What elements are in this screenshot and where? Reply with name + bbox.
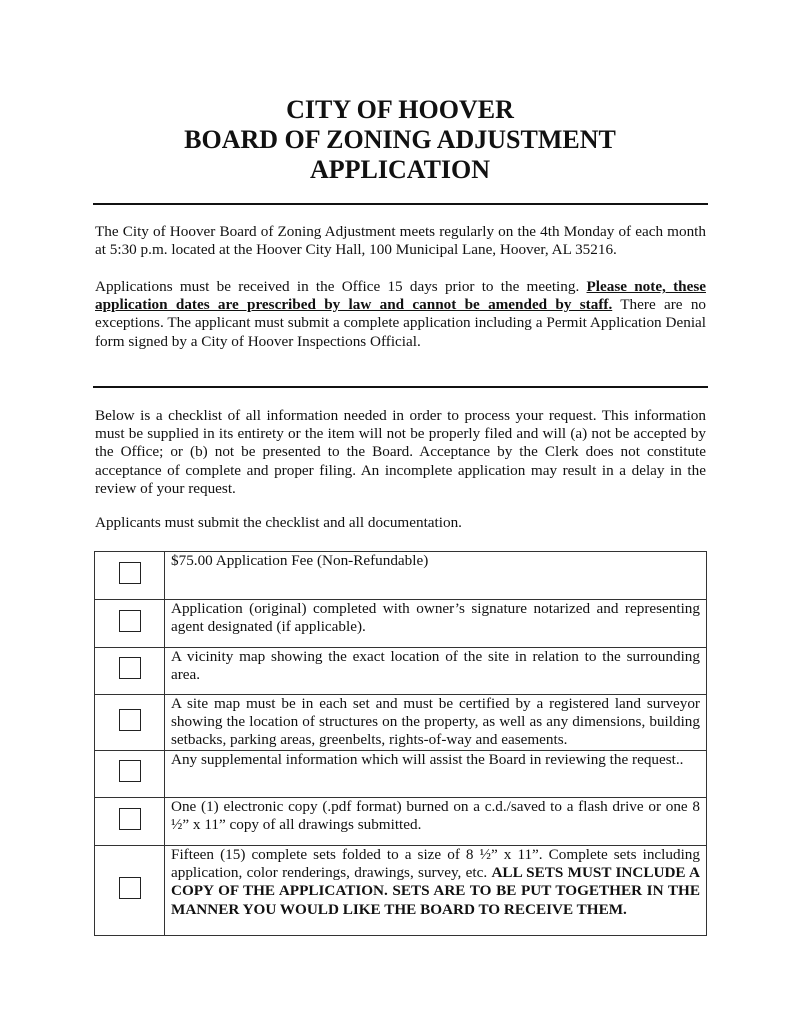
title-line-3: APPLICATION <box>309 155 491 184</box>
checklist-row <box>95 552 707 600</box>
title-line-2: BOARD OF ZONING ADJUSTMENT <box>184 125 616 154</box>
item-text: Fifteen (15) complete sets folded to a size of 8 ½” x 11”. Complete sets including application, color renderings, drawings, survey, etc. <box>171 846 700 882</box>
divider-middle <box>93 386 708 388</box>
intro-paragraph: The City of Hoover Board of Zoning Adjustment meets regularly on the 4th Monday of each month at 5:30 p.m. located at the Hoover City Hall, 100 Municipal Lane, Hoover, AL 35216. <box>95 223 706 259</box>
document-title <box>0 95 800 185</box>
checklist-intro: Below is a checklist of all information needed in order to process your request. This information must be supplied in its entirety or the item will not be properly filed and will (a) not be accepted by the Office; or (b) not be presented to the Board. Acceptance by the Clerk does not constitute acceptance of complete and proper filing. An incomplete application may result in a delay in the review of your request. <box>95 407 706 497</box>
checkbox[interactable] <box>119 808 141 830</box>
checkbox[interactable] <box>119 877 141 899</box>
submit-note: Applicants must submit the checklist and all documentation. <box>95 514 462 531</box>
checklist-item-text: Application (original) completed with owner’s signature notarized and representing agent designated (if applicable). <box>165 600 707 648</box>
checklist-item-text <box>165 846 707 936</box>
checklist-item-text: $75.00 Application Fee (Non-Refundable) <box>165 552 707 600</box>
checklist-row <box>95 695 707 751</box>
checkbox[interactable] <box>119 709 141 731</box>
checklist-table <box>94 551 707 936</box>
deadline-text: Applications must be received in the Office 15 days prior to the meeting. <box>95 278 587 295</box>
divider-top <box>93 203 708 205</box>
deadline-paragraph <box>95 278 706 351</box>
title-line-1: CITY OF HOOVER <box>286 95 514 124</box>
checklist-row <box>95 846 707 936</box>
checklist-item-text: A site map must be in each set and must be certified by a registered land surveyor showing the location of structures on the property, as well as any dimensions, building setbacks, parking areas, greenbelts, rights-of-way and easements. <box>165 695 707 751</box>
checklist-item-text: One (1) electronic copy (.pdf format) burned on a c.d./saved to a flash drive or one 8 ½” x 11” copy of all drawings submitted. <box>165 798 707 846</box>
item-bold-text: ALL SETS MUST INCLUDE A COPY OF THE APPLICATION. SETS ARE TO BE PUT TOGETHER IN THE MANNER YOU WOULD LIKE THE BOARD TO RECEIVE THEM. <box>171 864 700 918</box>
checklist-item-text: A vicinity map showing the exact location of the site in relation to the surrounding area. <box>165 648 707 695</box>
checkbox[interactable] <box>119 610 141 632</box>
deadline-text-after: There are no exceptions. The applicant must submit a complete application including a Permit Application Denial form signed by a City of Hoover Inspections Official. <box>95 296 707 350</box>
checklist-row <box>95 751 707 798</box>
checkbox[interactable] <box>119 657 141 679</box>
checklist-item-text: Any supplemental information which will assist the Board in reviewing the request.. <box>165 751 707 798</box>
checklist-row <box>95 798 707 846</box>
deadline-emphasis: Please note, these application dates are prescribed by law and cannot be amended by staff. <box>95 278 706 314</box>
checkbox[interactable] <box>119 760 141 782</box>
checklist-row <box>95 648 707 695</box>
checkbox[interactable] <box>119 562 141 584</box>
checklist-row <box>95 600 707 648</box>
